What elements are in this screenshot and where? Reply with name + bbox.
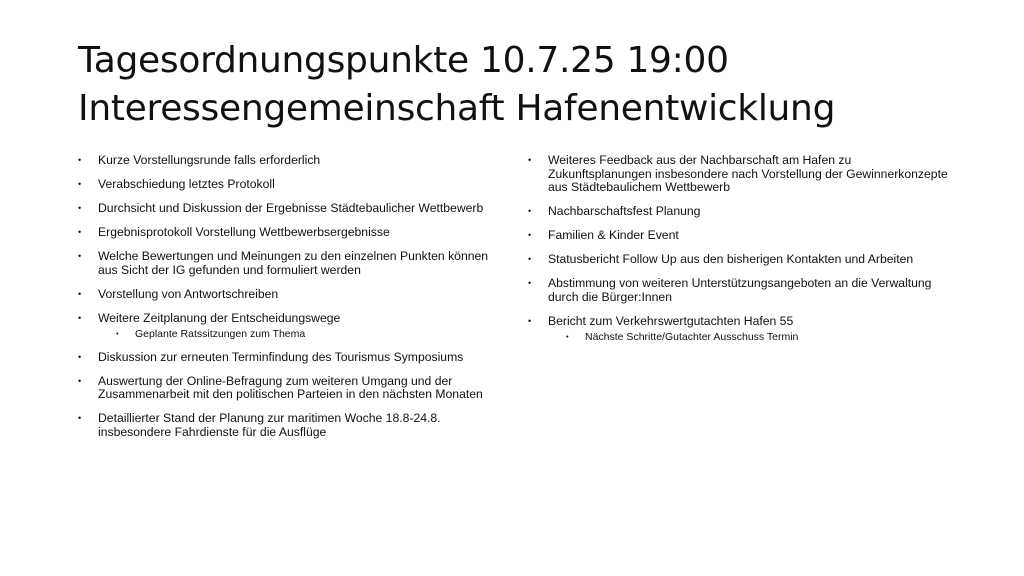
bullet-icon: • <box>528 278 532 288</box>
agenda-right-column <box>528 154 958 354</box>
bullet-icon: • <box>528 315 532 326</box>
agenda-item-text: Statusbericht Follow Up aus den bisherigen Kontakten und Arbeiten <box>548 252 914 266</box>
slide-title-line-2: Interessengemeinschaft Hafenentwicklung <box>78 88 836 129</box>
bullet-icon: • <box>78 312 82 323</box>
agenda-item-text: Weiteres Feedback aus der Nachbarschaft am Hafen zu Zukunftsplanungen insbesondere nach Vorstellung der Gewinnerkonzepte aus Städtebaulichem Wettbewerb <box>548 153 948 194</box>
agenda-item <box>78 226 508 240</box>
agenda-item <box>528 315 958 344</box>
agenda-item-text: Weitere Zeitplanung der Entscheidungswege <box>98 310 341 325</box>
bullet-icon: • <box>528 254 532 264</box>
bullet-icon: • <box>78 375 82 386</box>
agenda-item <box>78 288 508 302</box>
agenda-subitem <box>566 331 958 343</box>
agenda-item-text: Kurze Vorstellungsrunde falls erforderlich <box>98 153 321 167</box>
agenda-item-text: Verabschiedung letztes Protokoll <box>98 177 275 191</box>
agenda-subitem-list <box>548 331 958 343</box>
agenda-item <box>528 154 958 195</box>
agenda-item-text: Detaillierter Stand der Planung zur maritimen Woche 18.8-24.8. insbesondere Fahrdienste für die Ausflüge <box>98 411 441 439</box>
agenda-item-text: Auswertung der Online-Befragung zum weiteren Umgang und der Zusammenarbeit mit den politischen Parteien in den nächsten Monaten <box>98 373 483 401</box>
agenda-item <box>78 312 508 341</box>
bullet-icon: • <box>78 155 82 165</box>
agenda-item-text: Familien & Kinder Event <box>548 228 679 242</box>
agenda-subitem <box>116 328 508 340</box>
agenda-item <box>78 351 508 365</box>
agenda-subitem-text: Nächste Schritte/Gutachter Ausschuss Termin <box>585 331 799 343</box>
agenda-subitem-list <box>98 328 508 340</box>
agenda-item <box>78 412 508 439</box>
agenda-item <box>528 277 958 304</box>
bullet-icon: • <box>528 155 532 165</box>
bullet-icon: • <box>78 351 82 362</box>
bullet-icon: • <box>78 179 82 189</box>
agenda-item-text: Bericht zum Verkehrswertgutachten Hafen 55 <box>548 313 794 328</box>
bullet-icon: • <box>116 329 119 338</box>
agenda-item <box>78 375 508 402</box>
bullet-icon: • <box>566 332 569 341</box>
agenda-item <box>528 205 958 219</box>
slide-title <box>78 37 998 133</box>
agenda-item <box>78 250 508 277</box>
agenda-item <box>78 178 508 192</box>
agenda-left-column <box>78 154 508 450</box>
agenda-item <box>528 229 958 243</box>
agenda-item <box>78 154 508 168</box>
agenda-item-text: Nachbarschaftsfest Planung <box>548 204 701 218</box>
slide-title-line-1: Tagesordnungspunkte 10.7.25 19:00 <box>78 40 729 81</box>
agenda-item-text: Abstimmung von weiteren Unterstützungsangeboten an die Verwaltung durch die Bürger:Innen <box>548 276 932 304</box>
bullet-icon: • <box>528 230 532 240</box>
bullet-icon: • <box>528 206 532 216</box>
bullet-icon: • <box>78 413 82 423</box>
agenda-item-text: Welche Bewertungen und Meinungen zu den einzelnen Punkten können aus Sicht der IG gefunden und formuliert werden <box>98 249 489 277</box>
bullet-icon: • <box>78 203 82 213</box>
agenda-item-text: Durchsicht und Diskussion der Ergebnisse Städtebaulicher Wettbewerb <box>98 201 484 215</box>
agenda-item-text: Diskussion zur erneuten Terminfindung des Tourismus Symposiums <box>98 349 464 364</box>
bullet-icon: • <box>78 227 82 237</box>
agenda-item <box>78 202 508 216</box>
bullet-icon: • <box>78 288 82 299</box>
bullet-icon: • <box>78 251 82 261</box>
agenda-item-text: Ergebnisprotokoll Vorstellung Wettbewerbsergebnisse <box>98 225 390 239</box>
agenda-item-text: Vorstellung von Antwortschreiben <box>98 286 279 301</box>
agenda-subitem-text: Geplante Ratssitzungen zum Thema <box>135 328 306 340</box>
agenda-item <box>528 253 958 267</box>
